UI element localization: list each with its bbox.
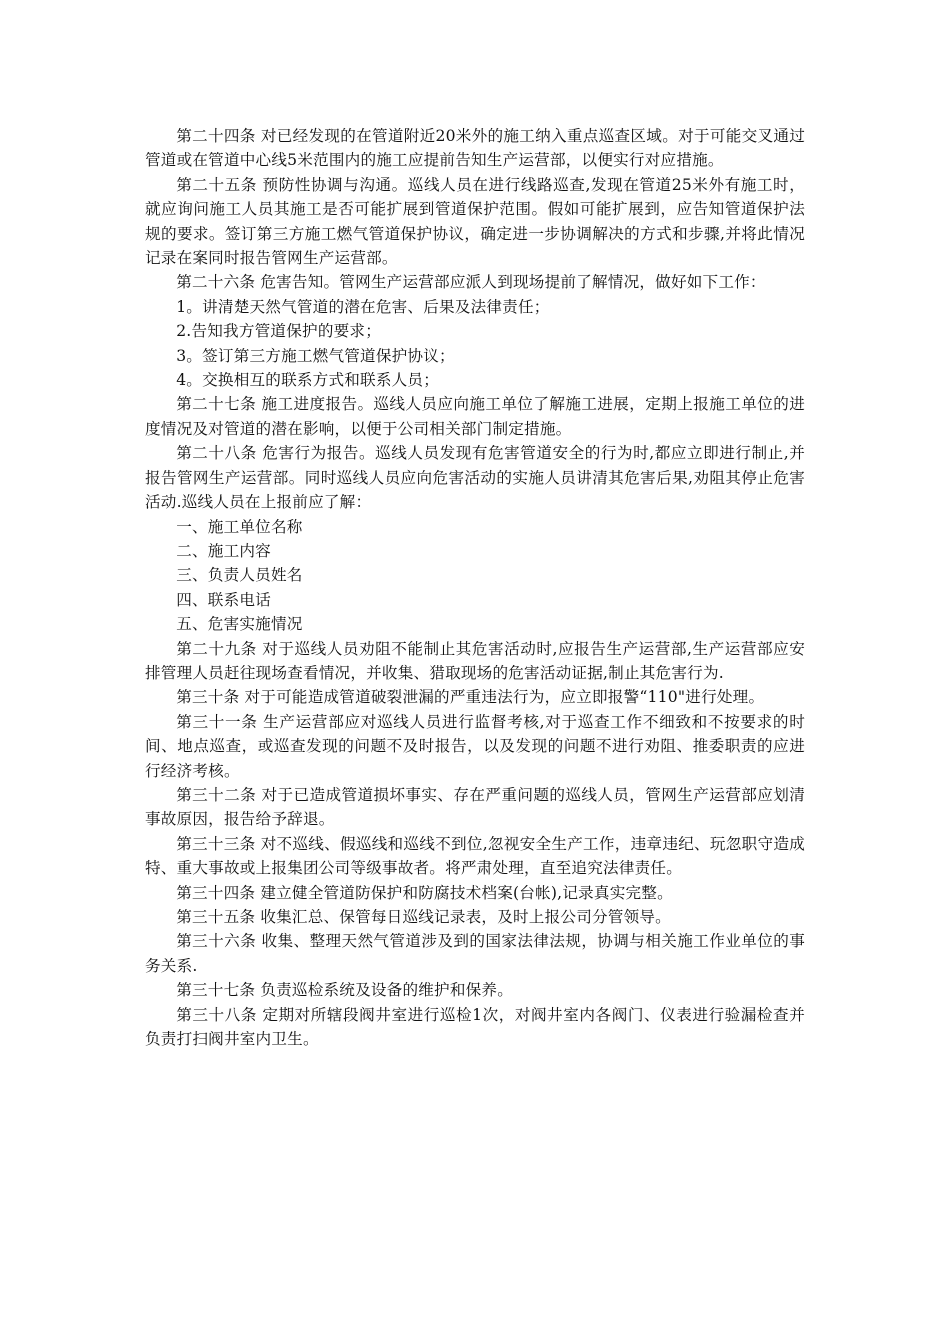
list-item: 3。签订第三方施工燃气管道保护协议； <box>176 346 455 365</box>
article-26: 第二十六条 危害告知。管网生产运营部应派人到现场提前了解情况，做好如下工作： <box>176 273 766 292</box>
list-item: 一、施工单位名称 <box>176 517 303 536</box>
article-29: 第二十九条 对于巡线人员劝阻不能制止其危害活动时,应报告生产运营部,生产运营部应安排管理人员赶往现场查看情况，并收集、猎取现场的危害活动证据,制止其危害行为. <box>145 639 805 682</box>
article-27: 第二十七条 施工进度报告。巡线人员应向施工单位了解施工进展，定期上报施工单位的进度情况及对管道的潜在影响，以便于公司相关部门制定措施。 <box>145 395 805 438</box>
list-item: 二、施工内容 <box>176 541 271 560</box>
article-37: 第三十七条 负责巡检系统及设备的维护和保养。 <box>176 981 514 1000</box>
article-32: 第三十二条 对于已造成管道损坏事实、存在严重问题的巡线人员，管网生产运营部应划清事故原因，报告给予辞退。 <box>145 785 805 829</box>
article-25: 第二十五条 预防性协调与沟通。巡线人员在进行线路巡查,发现在管道25米外有施工时，就应询问施工人员其施工是否可能扩展到管道保护范围。假如可能扩展到，应告知管道保护法规的要求。签订第三方施工燃气管道保护协议，确定进一步协调解决的方式和步骤,并将此情况记录在案同时报告管网生产运营部。 <box>145 175 805 268</box>
article-28: 第二十八条 危害行为报告。巡线人员发现有危害管道安全的行为时,都应立即进行制止,并报告管网生产运营部。同时巡线人员应向危害活动的实施人员讲清其危害后果,劝阻其停止危害活动.巡线人员在上报前应了解： <box>145 444 805 512</box>
article-35: 第三十五条 收集汇总、保管每日巡线记录表，及时上报公司分管领导。 <box>176 908 671 926</box>
list-item: 三、负责人员姓名 <box>176 566 303 585</box>
article-31: 第三十一条 生产运营部应对巡线人员进行监督考核,对于巡查工作不细致和不按要求的时间、地点巡查，或巡查发现的问题不及时报告，以及发现的问题不进行劝阻、推委职责的应进行经济考核。 <box>145 712 805 780</box>
article-34: 第三十四条 建立健全管道防保护和防腐技术档案(台帐),记录真实完整。 <box>176 883 673 902</box>
article-38: 第三十八条 定期对所辖段阀井室进行巡检1次，对阀井室内各阀门、仪表进行验漏检查并负责打扫阀井室内卫生。 <box>145 1005 805 1049</box>
list-item: 四、联系电话 <box>176 590 271 609</box>
article-30: 第三十条 对于可能造成管道破裂泄漏的严重违法行为，应立即报警“110"进行处理。 <box>176 688 765 707</box>
list-item: 1。讲清楚天然气管道的潜在危害、后果及法律责任； <box>176 297 550 316</box>
document-body <box>145 124 805 1051</box>
list-item: 4。交换相互的联系方式和联系人员； <box>176 371 440 390</box>
list-item: 2.告知我方管道保护的要求； <box>176 322 381 341</box>
list-item: 五、危害实施情况 <box>176 615 303 634</box>
article-36: 第三十六条 收集、整理天然气管道涉及到的国家法律法规，协调与相关施工作业单位的事务关系. <box>145 932 805 975</box>
article-24: 第二十四条 对已经发现的在管道附近20米外的施工纳入重点巡查区域。对于可能交叉通过管道或在管道中心线5米范围内的施工应提前告知生产运营部，以便实行对应措施。 <box>145 127 805 170</box>
article-33: 第三十三条 对不巡线、假巡线和巡线不到位,忽视安全生产工作，违章违纪、玩忽职守造成特、重大事故或上报集团公司等级事故者。将严肃处理，直至追究法律责任。 <box>145 834 805 878</box>
